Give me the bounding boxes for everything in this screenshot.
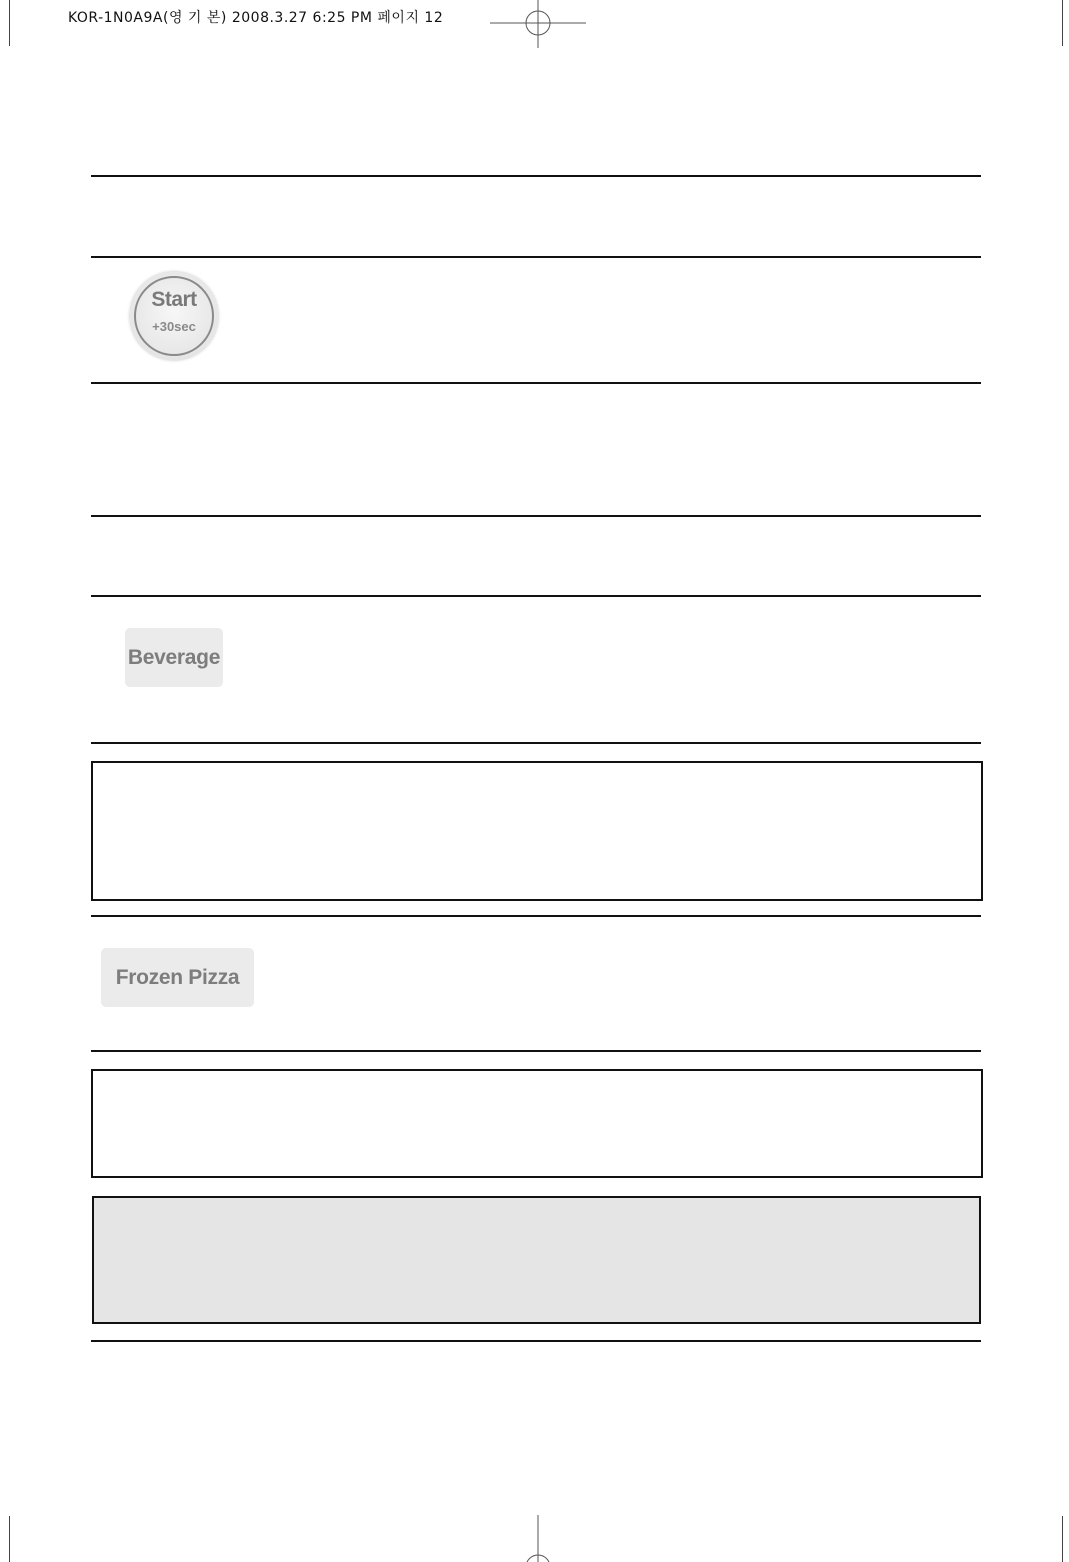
section-rule: [91, 256, 981, 258]
trim-mark-bottom-right: [1062, 1516, 1063, 1562]
start-button: [130, 272, 218, 360]
frozen-pizza-button: Frozen Pizza: [101, 948, 254, 1007]
shaded-note-box: [92, 1196, 981, 1324]
start-button-sublabel: +30sec: [152, 319, 196, 334]
registration-mark-bottom: [488, 1515, 588, 1562]
section-rule: [91, 595, 981, 597]
section-rule: [91, 382, 981, 384]
trim-mark-bottom-left: [9, 1516, 10, 1562]
beverage-button: Beverage: [125, 628, 223, 687]
trim-mark-top-right: [1062, 0, 1063, 46]
section-rule: [91, 742, 981, 744]
section-rule: [91, 1340, 981, 1342]
info-box: [91, 761, 983, 901]
section-rule: [91, 1050, 981, 1052]
registration-mark-top: [488, 0, 588, 50]
section-rule: [91, 175, 981, 177]
trim-mark-top-left: [9, 0, 10, 46]
print-slug: KOR-1N0A9A(영 기 본) 2008.3.27 6:25 PM 페이지 12: [68, 10, 444, 26]
start-button-label: Start: [151, 288, 197, 311]
section-rule: [91, 915, 981, 917]
section-rule: [91, 515, 981, 517]
info-box: [91, 1069, 983, 1178]
